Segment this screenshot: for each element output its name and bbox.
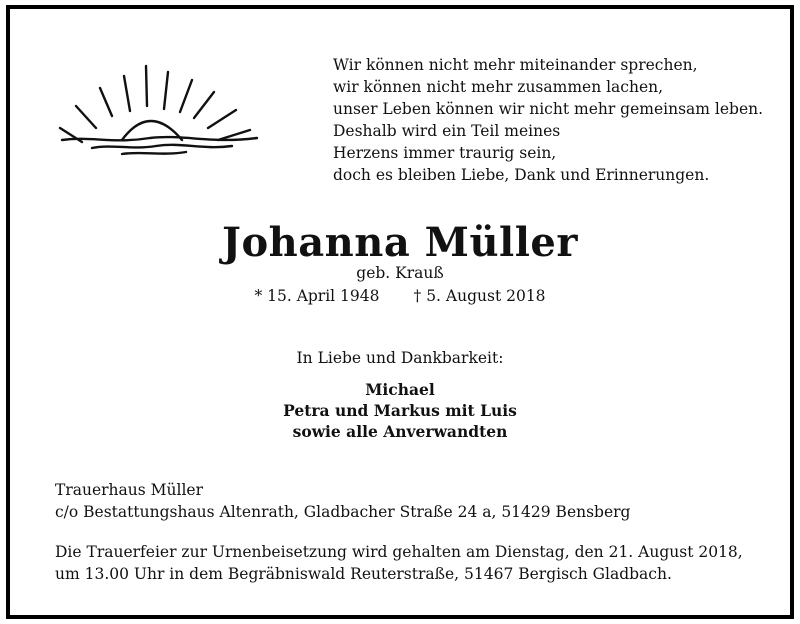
death-date: † 5. August 2018	[413, 287, 546, 305]
address-line: Trauerhaus Müller	[55, 481, 203, 499]
poem	[333, 54, 763, 186]
funeral-info: Die Trauerfeier zur Urnenbeisetzung wird gehalten am Dienstag, den 21. August 2018, um 13.00 Uhr in dem Begräbniswald Reuterstraße, 51467 Bergisch Gladbach.	[55, 543, 743, 583]
poem-line: Herzens immer traurig sein,	[333, 144, 557, 162]
birth-date: * 15. April 1948	[254, 287, 380, 305]
mourner-name: Michael	[365, 380, 435, 399]
mourners-list	[10, 379, 790, 442]
deceased-name: Johanna Müller	[222, 219, 578, 266]
mourner-name: Petra und Markus mit Luis	[283, 401, 517, 420]
mourner-name: sowie alle Anverwandten	[292, 422, 508, 441]
sunset-icon	[52, 54, 262, 164]
life-dates	[10, 287, 790, 305]
poem-line: wir können nicht mehr zusammen lachen,	[333, 78, 664, 96]
birth-name: geb. Krauß	[356, 264, 444, 282]
obituary-notice	[6, 5, 794, 619]
mourners-intro: In Liebe und Dankbarkeit:	[296, 349, 504, 367]
poem-line: Deshalb wird ein Teil meines	[333, 122, 561, 140]
poem-line: unser Leben können wir nicht mehr gemeinsam leben.	[333, 100, 764, 118]
poem-line: doch es bleiben Liebe, Dank und Erinnerungen.	[333, 166, 710, 184]
address-line: c/o Bestattungshaus Altenrath, Gladbacher Straße 24 a, 51429 Bensberg	[55, 503, 631, 521]
mourning-address	[55, 479, 630, 523]
poem-line: Wir können nicht mehr miteinander sprechen,	[333, 56, 698, 74]
